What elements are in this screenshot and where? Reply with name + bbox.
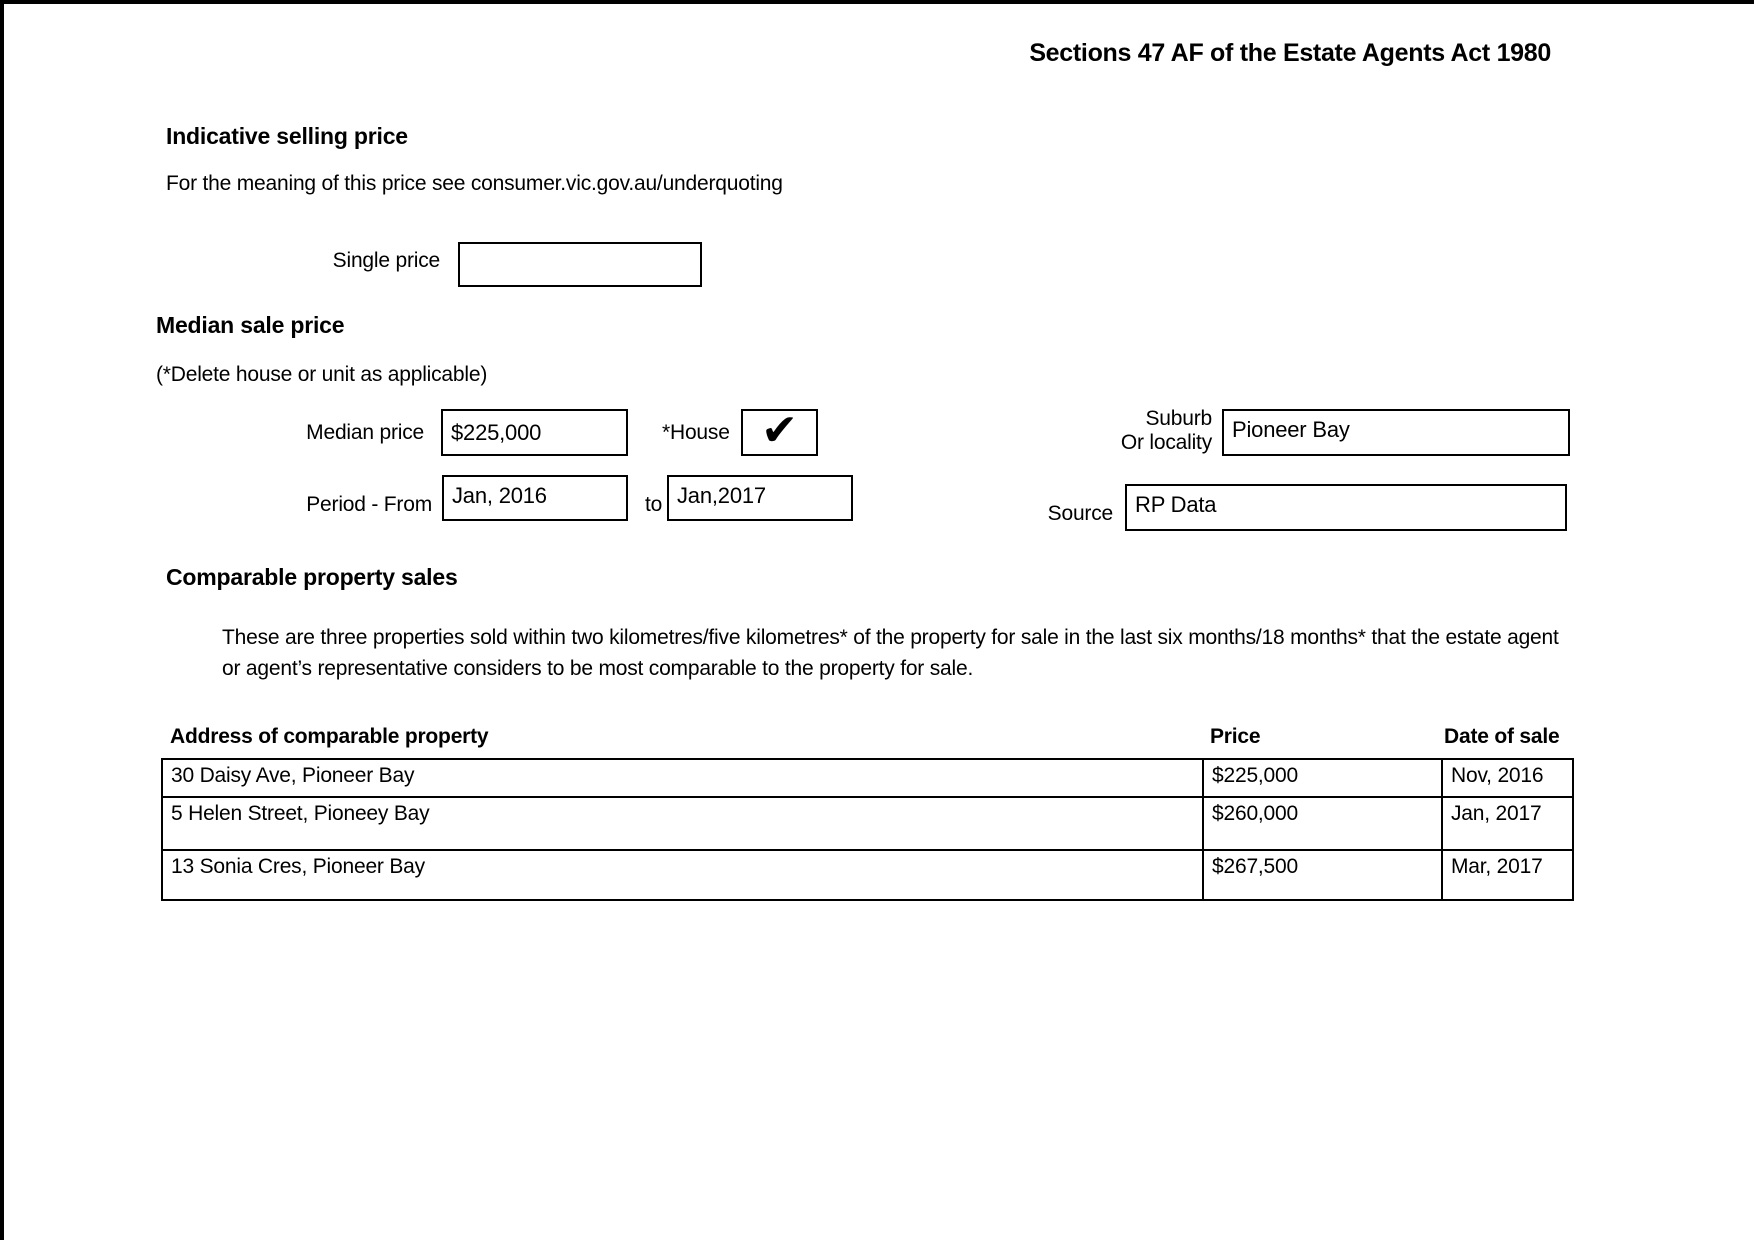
period-from-label: Period - From (306, 493, 432, 516)
period-from-input[interactable]: Jan, 2016 (442, 475, 628, 521)
date-cell: Nov, 2016 (1442, 759, 1573, 797)
date-of-sale-column-header: Date of sale (1444, 725, 1560, 748)
house-checkbox[interactable] (741, 405, 818, 456)
house-label: *House (662, 421, 730, 444)
date-cell: Jan, 2017 (1442, 797, 1573, 850)
delete-house-or-unit-note: (*Delete house or unit as applicable) (156, 363, 488, 386)
address-cell: 13 Sonia Cres, Pioneer Bay (162, 850, 1203, 900)
date-cell: Mar, 2017 (1442, 850, 1573, 900)
median-sale-price-heading: Median sale price (156, 312, 345, 338)
underquoting-note: For the meaning of this price see consumer.vic.gov.au/underquoting (166, 172, 783, 195)
table-row (162, 850, 1573, 900)
source-label: Source (1047, 502, 1113, 525)
median-price-input[interactable]: $225,000 (441, 409, 628, 456)
source-input[interactable]: RP Data (1125, 484, 1567, 531)
address-cell: 30 Daisy Ave, Pioneer Bay (162, 759, 1203, 797)
suburb-input[interactable]: Pioneer Bay (1222, 409, 1570, 456)
table-row (162, 759, 1573, 797)
indicative-selling-price-heading: Indicative selling price (166, 123, 408, 149)
table-row (162, 797, 1573, 850)
address-column-header: Address of comparable property (170, 725, 489, 748)
single-price-label: Single price (332, 249, 440, 272)
suburb-label-line2: Or locality (1120, 431, 1212, 454)
period-to-input[interactable]: Jan,2017 (667, 475, 853, 521)
single-price-input[interactable] (458, 242, 702, 287)
address-cell: 5 Helen Street, Pioneey Bay (162, 797, 1203, 850)
suburb-label-line1: Suburb (1145, 407, 1212, 430)
price-cell: $260,000 (1203, 797, 1442, 850)
price-cell: $267,500 (1203, 850, 1442, 900)
to-label: to (645, 493, 663, 516)
median-price-label: Median price (306, 421, 424, 444)
checkmark-icon: ✔ (761, 405, 798, 455)
document-title: Sections 47 AF of the Estate Agents Act 1980 (1029, 39, 1551, 67)
price-cell: $225,000 (1203, 759, 1442, 797)
price-column-header: Price (1210, 725, 1261, 748)
comparable-sales-table (161, 758, 1574, 901)
comparable-property-sales-heading: Comparable property sales (166, 564, 458, 590)
comparable-description: These are three properties sold within two kilometres/five kilometres* of the property for sale in the last six months/18 months* that the estate agent or agent’s representative considers to be most comparable to the property for sale. (222, 626, 1559, 680)
suburb-or-locality-label (1024, 407, 1212, 455)
